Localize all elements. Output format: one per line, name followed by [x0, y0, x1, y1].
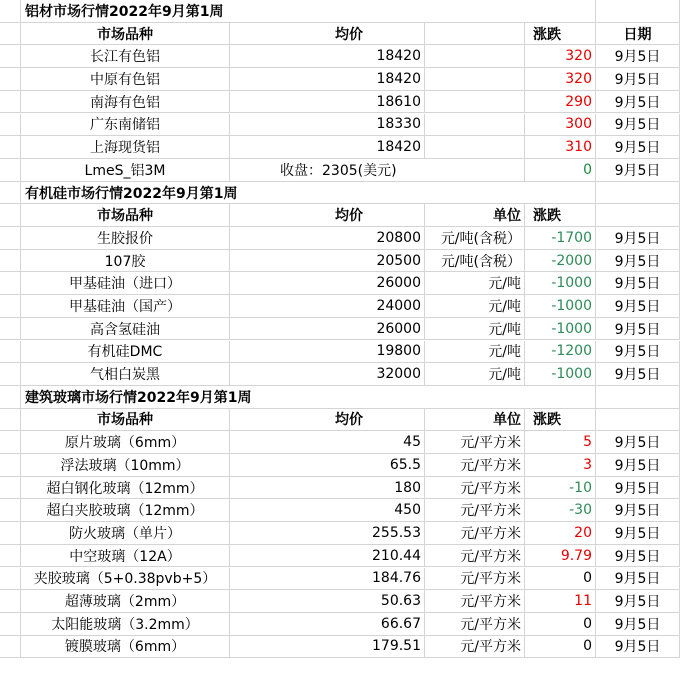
blank-cell[interactable] — [425, 91, 525, 114]
blank-cell[interactable] — [0, 45, 21, 68]
silicone-header-row — [0, 204, 680, 227]
table-row — [0, 91, 680, 114]
item-change[interactable]: 300 — [525, 114, 596, 137]
item-name[interactable]: 超白夹胶玻璃（12mm） — [21, 499, 230, 522]
blank-cell[interactable] — [0, 68, 21, 91]
blank-cell[interactable] — [0, 431, 21, 454]
item-unit[interactable]: 元/吨(含税） — [425, 250, 525, 273]
item-date[interactable]: 9月5日 — [596, 318, 680, 341]
header-unit[interactable]: 单位 — [425, 409, 525, 432]
blank-cell[interactable] — [425, 68, 525, 91]
blank-cell[interactable] — [0, 386, 21, 409]
item-price[interactable]: 26000 — [230, 272, 425, 295]
item-date[interactable]: 9月5日 — [596, 431, 680, 454]
item-date[interactable]: 9月5日 — [596, 45, 680, 68]
blank-cell[interactable] — [425, 114, 525, 137]
blank-cell[interactable] — [0, 341, 21, 364]
item-unit[interactable]: 元/平方米 — [425, 590, 525, 613]
table-row — [0, 568, 680, 591]
aluminum-section-title: 铝材市场行情2022年9月第1周 — [25, 4, 224, 21]
item-change[interactable]: -1000 — [525, 272, 596, 295]
blank-cell[interactable] — [596, 182, 680, 205]
header-price[interactable]: 均价 — [230, 409, 425, 432]
item-price[interactable]: 18330 — [230, 114, 425, 137]
table-row — [0, 477, 680, 500]
item-change[interactable]: -30 — [525, 499, 596, 522]
item-name[interactable]: 镀膜玻璃（6mm） — [21, 636, 230, 659]
header-name[interactable]: 市场品种 — [21, 409, 230, 432]
item-date[interactable]: 9月5日 — [596, 477, 680, 500]
blank-cell[interactable] — [0, 159, 21, 182]
blank-cell[interactable] — [0, 409, 21, 432]
blank-cell[interactable] — [0, 0, 21, 23]
blank-cell[interactable] — [525, 182, 596, 205]
item-change[interactable]: -1000 — [525, 318, 596, 341]
item-change[interactable]: 290 — [525, 91, 596, 114]
table-row — [0, 250, 680, 273]
item-date[interactable]: 9月5日 — [596, 499, 680, 522]
item-unit[interactable]: 元/平方米 — [425, 636, 525, 659]
table-row — [0, 431, 680, 454]
item-price[interactable]: 184.76 — [230, 568, 425, 591]
item-price[interactable]: 179.51 — [230, 636, 425, 659]
table-row — [0, 227, 680, 250]
table-row — [0, 68, 680, 91]
item-unit[interactable]: 元/平方米 — [425, 431, 525, 454]
item-change[interactable]: 0 — [525, 636, 596, 659]
header-change[interactable]: 涨跌 — [525, 409, 596, 432]
item-price[interactable]: 18610 — [230, 91, 425, 114]
item-price[interactable]: 32000 — [230, 363, 425, 386]
item-date[interactable]: 9月5日 — [596, 636, 680, 659]
table-row — [0, 454, 680, 477]
item-change[interactable]: 320 — [525, 45, 596, 68]
item-unit[interactable]: 元/吨(含税） — [425, 227, 525, 250]
item-name[interactable]: 夹胶玻璃（5+0.38pvb+5） — [21, 568, 230, 591]
blank-cell[interactable] — [0, 454, 21, 477]
blank-cell[interactable] — [0, 295, 21, 318]
item-name[interactable]: 中原有色铝 — [21, 68, 230, 91]
blank-cell[interactable] — [596, 409, 680, 432]
blank-cell[interactable] — [230, 182, 425, 205]
item-price[interactable]: 450 — [230, 499, 425, 522]
table-row — [0, 522, 680, 545]
table-row — [0, 636, 680, 659]
item-unit[interactable]: 元/平方米 — [425, 499, 525, 522]
blank-cell[interactable] — [425, 23, 525, 46]
item-price[interactable]: 20500 — [230, 250, 425, 273]
item-unit[interactable]: 元/平方米 — [425, 568, 525, 591]
item-change[interactable]: -1700 — [525, 227, 596, 250]
item-name[interactable]: 生胶报价 — [21, 227, 230, 250]
item-change[interactable]: 9.79 — [525, 545, 596, 568]
item-price[interactable]: 收盘：2305(美元) — [230, 159, 425, 182]
blank-cell[interactable] — [0, 499, 21, 522]
blank-cell[interactable] — [0, 590, 21, 613]
item-name[interactable]: LmeS_铝3M — [21, 159, 230, 182]
item-price[interactable]: 255.53 — [230, 522, 425, 545]
blank-cell[interactable] — [0, 363, 21, 386]
table-row — [0, 341, 680, 364]
item-unit[interactable]: 元/平方米 — [425, 454, 525, 477]
item-change[interactable]: -2000 — [525, 250, 596, 273]
table-row — [0, 272, 680, 295]
header-change[interactable]: 涨跌 — [525, 23, 596, 46]
item-date[interactable]: 9月5日 — [596, 613, 680, 636]
header-price[interactable]: 均价 — [230, 23, 425, 46]
blank-cell[interactable] — [0, 114, 21, 137]
item-date[interactable]: 9月5日 — [596, 250, 680, 273]
blank-cell[interactable] — [0, 318, 21, 341]
item-name[interactable]: 浮法玻璃（10mm） — [21, 454, 230, 477]
item-unit[interactable]: 元/平方米 — [425, 545, 525, 568]
table-row — [0, 318, 680, 341]
blank-cell[interactable] — [0, 23, 21, 46]
blank-cell[interactable] — [230, 0, 425, 23]
glass-section-title: 建筑玻璃市场行情2022年9月第1周 — [25, 390, 252, 407]
item-date[interactable]: 9月5日 — [596, 590, 680, 613]
item-date[interactable]: 9月5日 — [596, 68, 680, 91]
blank-cell[interactable] — [525, 0, 596, 23]
item-name[interactable]: 高含氢硅油 — [21, 318, 230, 341]
item-date[interactable]: 9月5日 — [596, 568, 680, 591]
header-unit[interactable]: 单位 — [425, 204, 525, 227]
blank-cell[interactable] — [596, 0, 680, 23]
blank-cell[interactable] — [0, 522, 21, 545]
item-change[interactable]: -1000 — [525, 363, 596, 386]
item-name[interactable]: 甲基硅油（进口） — [21, 272, 230, 295]
item-date[interactable]: 9月5日 — [596, 522, 680, 545]
blank-cell[interactable] — [0, 568, 21, 591]
blank-cell[interactable] — [425, 136, 525, 159]
item-change[interactable]: 3 — [525, 454, 596, 477]
header-name[interactable]: 市场品种 — [21, 204, 230, 227]
item-unit[interactable]: 元/平方米 — [425, 477, 525, 500]
table-row — [0, 114, 680, 137]
item-unit[interactable]: 元/平方米 — [425, 613, 525, 636]
header-name[interactable]: 市场品种 — [21, 23, 230, 46]
header-price[interactable]: 均价 — [230, 204, 425, 227]
item-name[interactable]: 超白钢化玻璃（12mm） — [21, 477, 230, 500]
table-row — [0, 295, 680, 318]
item-price[interactable]: 66.67 — [230, 613, 425, 636]
table-row — [0, 136, 680, 159]
blank-cell[interactable] — [596, 204, 680, 227]
item-name[interactable]: 超薄玻璃（2mm） — [21, 590, 230, 613]
item-date[interactable]: 9月5日 — [596, 91, 680, 114]
aluminum-header-row — [0, 23, 680, 46]
item-change[interactable]: 20 — [525, 522, 596, 545]
aluminum-title-row — [0, 0, 680, 23]
blank-cell[interactable] — [525, 386, 596, 409]
blank-cell[interactable] — [425, 159, 525, 182]
item-date[interactable]: 9月5日 — [596, 114, 680, 137]
item-price[interactable]: 210.44 — [230, 545, 425, 568]
item-name[interactable]: 有机硅DMC — [21, 341, 230, 364]
glass-header-row — [0, 409, 680, 432]
item-date[interactable]: 9月5日 — [596, 341, 680, 364]
blank-cell[interactable] — [596, 386, 680, 409]
item-unit[interactable]: 元/吨 — [425, 363, 525, 386]
item-unit[interactable]: 元/吨 — [425, 295, 525, 318]
item-unit[interactable]: 元/吨 — [425, 341, 525, 364]
table-row — [0, 45, 680, 68]
item-change[interactable]: 320 — [525, 68, 596, 91]
header-date[interactable]: 日期 — [596, 23, 680, 46]
item-name[interactable]: 气相白炭黑 — [21, 363, 230, 386]
blank-cell[interactable] — [425, 0, 525, 23]
table-row — [0, 363, 680, 386]
item-date[interactable]: 9月5日 — [596, 295, 680, 318]
silicone-section-title: 有机硅市场行情2022年9月第1周 — [25, 185, 238, 202]
item-unit[interactable]: 元/吨 — [425, 318, 525, 341]
item-name[interactable]: 107胶 — [21, 250, 230, 273]
blank-cell[interactable] — [0, 545, 21, 568]
blank-cell[interactable] — [425, 45, 525, 68]
blank-cell[interactable] — [0, 182, 21, 205]
item-unit[interactable]: 元/平方米 — [425, 522, 525, 545]
blank-cell[interactable] — [425, 182, 525, 205]
item-price[interactable]: 18420 — [230, 45, 425, 68]
blank-cell[interactable] — [0, 250, 21, 273]
item-name[interactable]: 南海有色铝 — [21, 91, 230, 114]
header-change[interactable]: 涨跌 — [525, 204, 596, 227]
item-price[interactable]: 65.5 — [230, 454, 425, 477]
item-change[interactable]: -1200 — [525, 341, 596, 364]
item-change[interactable]: 0 — [525, 159, 596, 182]
item-change[interactable]: -10 — [525, 477, 596, 500]
table-row — [0, 545, 680, 568]
item-name[interactable]: 长江有色铝 — [21, 45, 230, 68]
item-price[interactable]: 50.63 — [230, 590, 425, 613]
item-price[interactable]: 180 — [230, 477, 425, 500]
item-name[interactable]: 上海现货铝 — [21, 136, 230, 159]
blank-cell[interactable] — [0, 272, 21, 295]
item-name[interactable]: 太阳能玻璃（3.2mm） — [21, 613, 230, 636]
blank-cell[interactable] — [0, 91, 21, 114]
item-change[interactable]: 11 — [525, 590, 596, 613]
blank-cell[interactable] — [0, 613, 21, 636]
item-price[interactable]: 24000 — [230, 295, 425, 318]
item-change[interactable]: 5 — [525, 431, 596, 454]
item-name[interactable]: 广东南储铝 — [21, 114, 230, 137]
item-name[interactable]: 甲基硅油（国产） — [21, 295, 230, 318]
table-row — [0, 159, 680, 182]
item-price[interactable]: 45 — [230, 431, 425, 454]
item-price[interactable]: 19800 — [230, 341, 425, 364]
item-date[interactable]: 9月5日 — [596, 227, 680, 250]
item-change[interactable]: 0 — [525, 613, 596, 636]
item-date[interactable]: 9月5日 — [596, 454, 680, 477]
item-name[interactable]: 防火玻璃（单片） — [21, 522, 230, 545]
item-price[interactable]: 26000 — [230, 318, 425, 341]
item-price[interactable]: 20800 — [230, 227, 425, 250]
table-row — [0, 499, 680, 522]
blank-cell[interactable] — [230, 386, 425, 409]
item-name[interactable]: 中空玻璃（12A） — [21, 545, 230, 568]
item-price[interactable]: 18420 — [230, 68, 425, 91]
blank-cell[interactable] — [0, 136, 21, 159]
item-date[interactable]: 9月5日 — [596, 272, 680, 295]
item-date[interactable]: 9月5日 — [596, 363, 680, 386]
item-change[interactable]: 310 — [525, 136, 596, 159]
item-price[interactable]: 18420 — [230, 136, 425, 159]
blank-cell[interactable] — [0, 477, 21, 500]
item-change[interactable]: 0 — [525, 568, 596, 591]
item-date[interactable]: 9月5日 — [596, 159, 680, 182]
blank-cell[interactable] — [0, 636, 21, 659]
item-date[interactable]: 9月5日 — [596, 545, 680, 568]
item-change[interactable]: -1000 — [525, 295, 596, 318]
blank-cell[interactable] — [0, 204, 21, 227]
blank-cell[interactable] — [0, 227, 21, 250]
table-row — [0, 613, 680, 636]
item-date[interactable]: 9月5日 — [596, 136, 680, 159]
blank-cell[interactable] — [425, 386, 525, 409]
item-name[interactable]: 原片玻璃（6mm） — [21, 431, 230, 454]
item-unit[interactable]: 元/吨 — [425, 272, 525, 295]
silicone-title-row — [0, 182, 680, 205]
glass-title-row — [0, 386, 680, 409]
table-row — [0, 590, 680, 613]
